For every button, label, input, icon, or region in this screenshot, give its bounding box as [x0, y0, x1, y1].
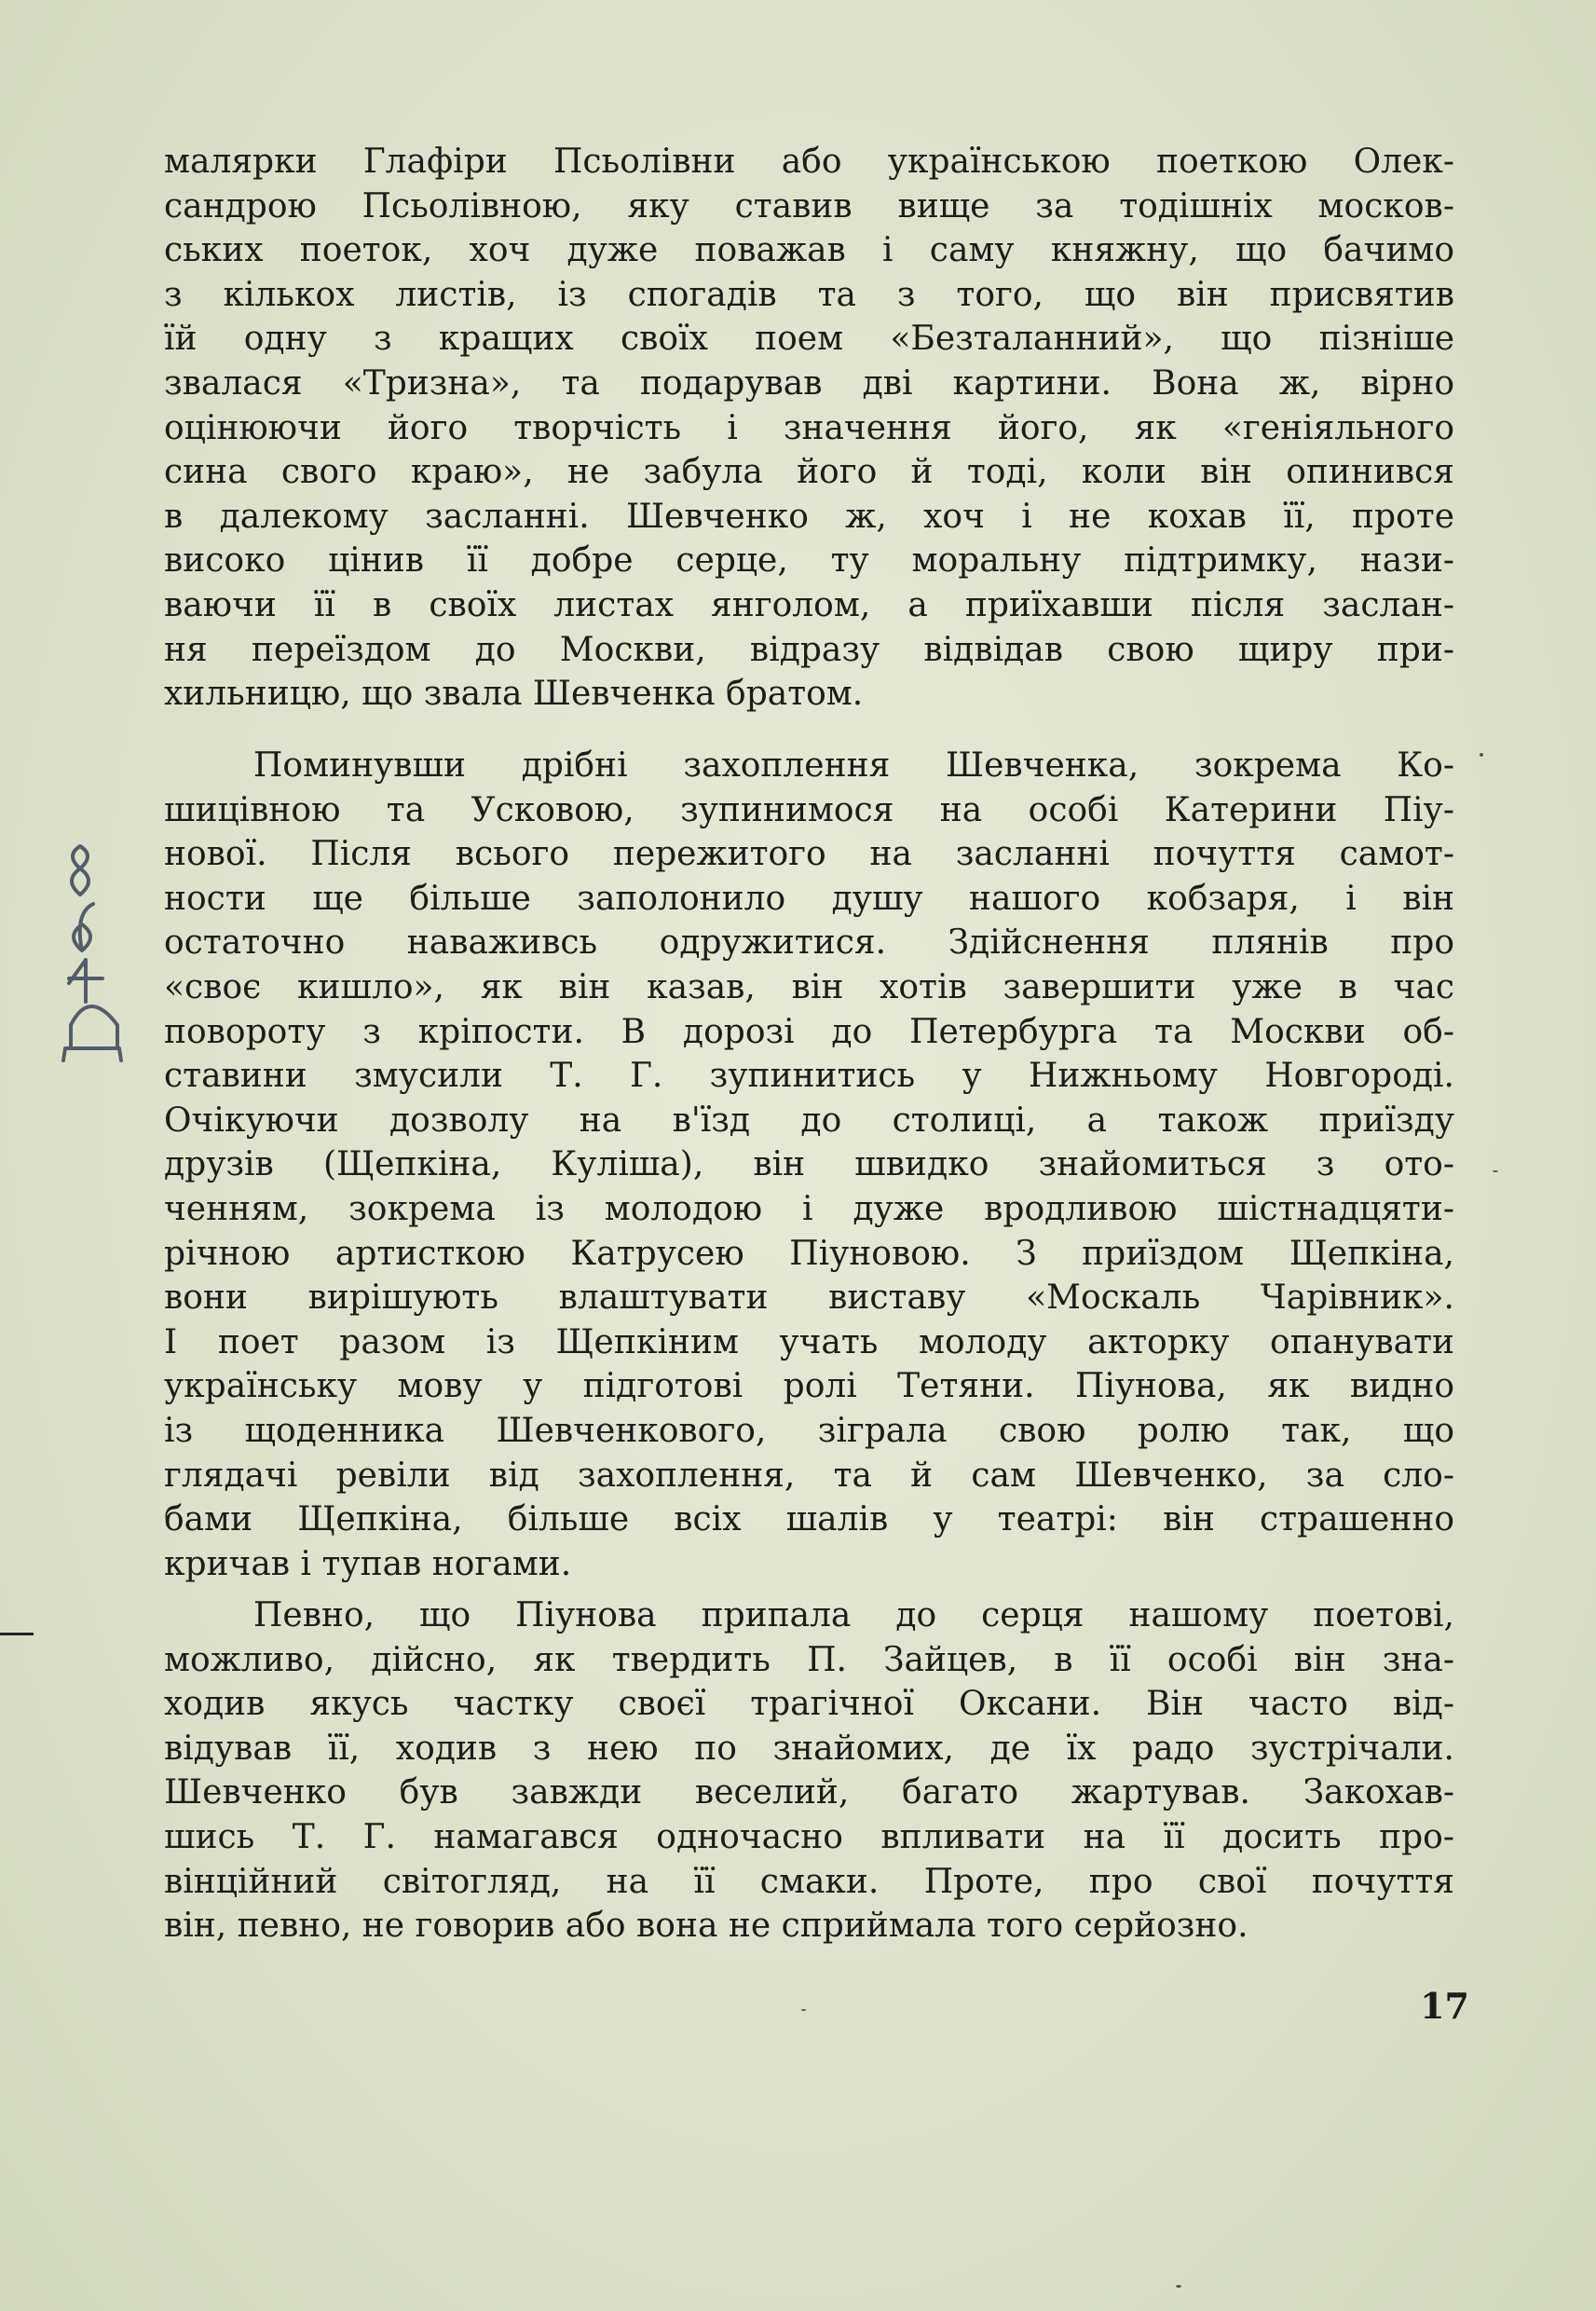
text-line: він, певно, не говорив або вона не сприймала того серйозно.	[164, 1907, 1248, 1946]
margin-tick-mark	[0, 1633, 34, 1635]
text-line: друзів (Щепкіна, Куліша), він швидко знайомиться з ото-	[164, 1145, 1454, 1184]
text-line: з кількох листів, із спогадів та з того, що він присвятив	[164, 275, 1454, 314]
text-line: остаточно наваживсь одружитися. Здійснення плянів про	[164, 923, 1454, 963]
text-line: їй одну з кращих своїх поем «Безталанний», що пізніше	[164, 320, 1454, 359]
text-line: вінційний світогляд, на її смаки. Проте, про свої почуття	[164, 1862, 1454, 1901]
text-line: можливо, дійсно, як твердить П. Зайцев, в її особі він зна-	[164, 1640, 1454, 1679]
text-line: вони вирішують влаштувати виставу «Москаль Чарівник».	[164, 1279, 1454, 1318]
text-line: сина свого краю», не забула його й тоді, коли він опинився	[164, 453, 1454, 492]
text-line: Певно, що Піунова припала до серця нашому поетові,	[253, 1596, 1454, 1634]
text-line: Поминувши дрібні захоплення Шевченка, зокрема Ко-	[253, 746, 1454, 785]
paper-speck	[1176, 2285, 1181, 2288]
text-line: із щоденника Шевченкового, зіграла свою ролю так, що	[164, 1411, 1454, 1450]
text-line: глядачі ревіли від захоплення, та й сам Шевченко, за сло-	[164, 1456, 1454, 1495]
text-line: «своє кишло», як він казав, він хотів завершити уже в час	[164, 967, 1454, 1006]
paper-speck	[1493, 1170, 1498, 1172]
handwritten-margin-note	[37, 839, 140, 1062]
text-line: повороту з кріпости. В дорозі до Петербурга та Москви об-	[164, 1012, 1454, 1051]
text-line: ваючи її в своїх листах янголом, а приїхавши після заслан-	[164, 585, 1454, 624]
text-line: високо цінив її добре серце, ту моральну підтримку, нази-	[164, 541, 1454, 581]
text-line: річною артисткою Катрусею Піуновою. З приїздом Щепкіна,	[164, 1234, 1454, 1273]
text-line: ських поеток, хоч дуже поважав і саму княжну, що бачимо	[164, 231, 1454, 270]
paragraph-2	[164, 744, 1454, 1586]
text-line: кричав і тупав ногами.	[164, 1544, 572, 1583]
text-line: шицівною та Усковою, зупинимося на особі Катерини Піу-	[164, 790, 1454, 829]
text-line: звалася «Тризна», та подарував дві картини. Вона ж, вірно	[164, 363, 1454, 403]
text-line: нової. Після всього пережитого на засланні почуття самот-	[164, 835, 1454, 874]
text-line: бами Щепкіна, більше всіх шалів у театрі: він страшенно	[164, 1500, 1454, 1539]
text-line: шись Т. Г. намагався одночасно впливати на її досить про-	[164, 1817, 1454, 1856]
text-line: відував її, ходив з нею по знайомих, де їх радо зустрічали.	[164, 1729, 1454, 1768]
text-line: оцінюючи його творчість і значення його, як «геніяльного	[164, 408, 1454, 447]
text-line: Шевченко був завжди веселий, багато жартував. Закохав-	[164, 1773, 1454, 1812]
text-line: ности ще більше заполонило душу нашого кобзаря, і він	[164, 879, 1454, 918]
text-line: українську мову у підготові ролі Тетяни. Піунова, як видно	[164, 1367, 1454, 1406]
paragraph-1	[164, 140, 1454, 717]
text-line: хильницю, що звала Шевченка братом.	[164, 675, 864, 714]
paper-speck	[1480, 753, 1483, 757]
text-line: сандрою Псьолівною, яку ставив вище за тодішніх москов-	[164, 186, 1454, 226]
text-line: ня переїздом до Москви, відразу відвідав свою щиру при-	[164, 630, 1454, 669]
text-line: малярки Глафіри Псьолівни або українською поеткою Олек-	[164, 143, 1454, 181]
paper-speck	[801, 2009, 806, 2011]
text-line: І поет разом із Щепкіним учать молоду акторку опанувати	[164, 1322, 1454, 1361]
text-line: ченням, зокрема із молодою і дуже вродливою шістнадцяти-	[164, 1189, 1454, 1228]
text-line: Очікуючи дозволу на в'їзд до столиці, а також приїзду	[164, 1101, 1454, 1140]
text-line: ставини змусили Т. Г. зупинитись у Нижньому Новгороді.	[164, 1057, 1454, 1096]
paragraph-3	[164, 1593, 1454, 1949]
page-number: 17	[1420, 1985, 1469, 2027]
text-line: в далекому засланні. Шевченко ж, хоч і не кохав її, проте	[164, 497, 1454, 536]
text-line: ходив якусь частку своєї трагічної Оксани. Він часто від-	[164, 1685, 1454, 1724]
